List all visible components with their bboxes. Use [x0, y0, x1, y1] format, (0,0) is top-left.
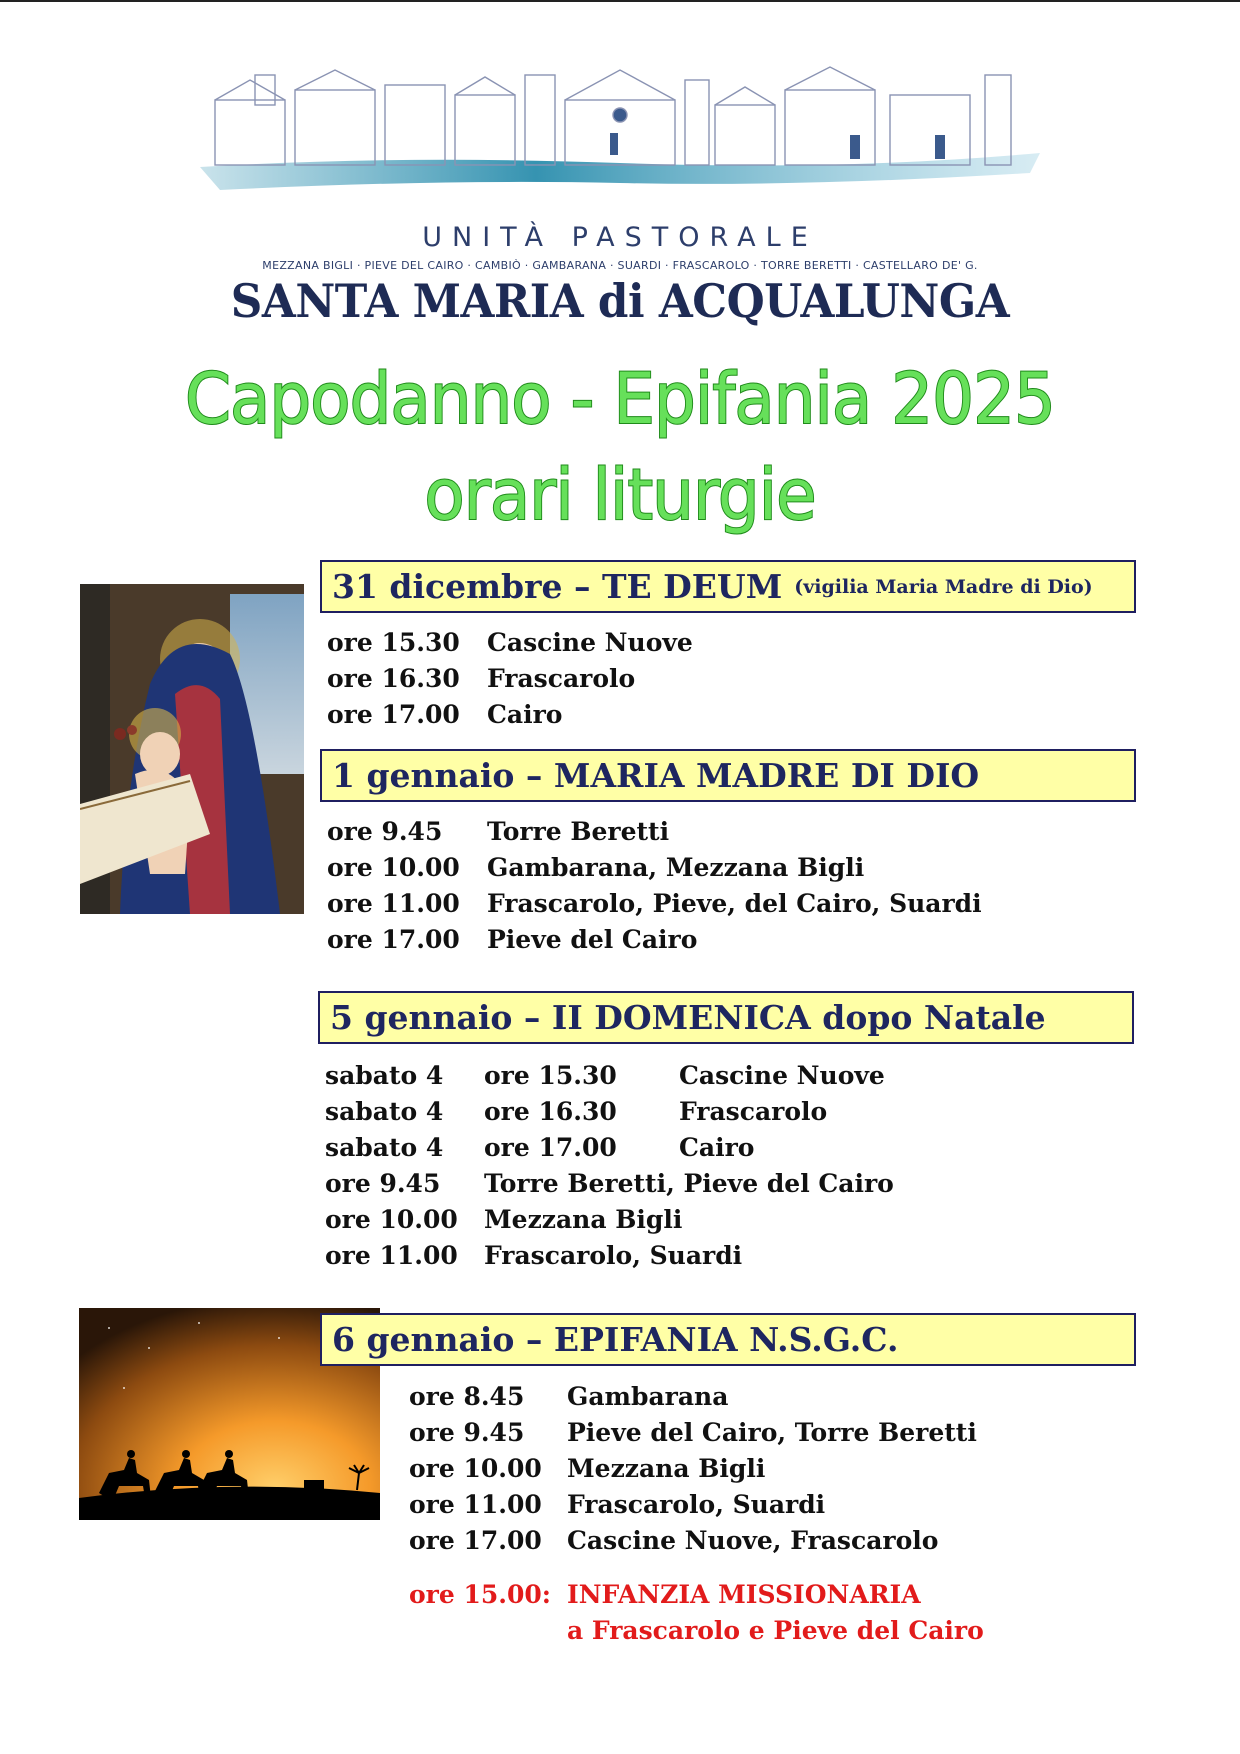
headline-line2: orari liturgie — [424, 454, 816, 536]
schedule-row: ore 9.45 Torre Beretti, Pieve del Cairo — [325, 1169, 894, 1198]
note-infanzia-missionaria — [409, 1577, 1109, 1613]
schedule-row: ore 11.00 Frascarolo, Suardi — [409, 1490, 826, 1519]
note-time: ore 15.00: — [409, 1580, 551, 1609]
section-title: 6 gennaio – EPIFANIA N.S.G.C. — [332, 1320, 899, 1359]
schedule-row: ore 11.00 Frascarolo, Suardi — [325, 1241, 743, 1270]
section-box-1-gennaio — [320, 749, 1136, 802]
note-place: a Frascarolo e Pieve del Cairo — [567, 1616, 984, 1645]
schedule-row: sabato 4 ore 15.30 Cascine Nuove — [325, 1061, 885, 1090]
section-box-31-dicembre — [320, 560, 1136, 613]
logo-villages: MEZZANA BIGLI · PIEVE DEL CAIRO · CAMBIÒ · GAMBARANA · SUARDI · FRASCAROLO · TORRE BERETTI · CASTELLARO DE' G. — [262, 259, 978, 272]
schedule-row: ore 11.00 Frascarolo, Pieve, del Cairo, Suardi — [327, 889, 982, 918]
logo-unita-pastorale: UNITÀ PASTORALE — [422, 222, 818, 253]
churches-skyline-logo — [200, 55, 1040, 215]
section-subtitle: (vigilia Maria Madre di Dio) — [794, 575, 1093, 598]
schedule-row: ore 16.30 Frascarolo — [327, 664, 636, 693]
top-border — [0, 0, 1240, 2]
section-title: 5 gennaio – II DOMENICA dopo Natale — [330, 998, 1046, 1037]
schedule-row: ore 17.00 Cairo — [327, 700, 563, 729]
headline-line1: Capodanno - Epifania 2025 — [185, 358, 1055, 440]
schedule-row: ore 10.00 Mezzana Bigli — [409, 1454, 766, 1483]
schedule-row: sabato 4 ore 17.00 Cairo — [325, 1133, 755, 1162]
section-box-6-gennaio — [320, 1313, 1136, 1366]
note-title: INFANZIA MISSIONARIA — [567, 1580, 921, 1609]
section-title: 31 dicembre – TE DEUM — [332, 567, 783, 606]
schedule-row: ore 10.00 Gambarana, Mezzana Bigli — [327, 853, 865, 882]
schedule-row: ore 10.00 Mezzana Bigli — [325, 1205, 683, 1234]
schedule-row: ore 15.30 Cascine Nuove — [327, 628, 693, 657]
schedule-row: ore 17.00 Cascine Nuove, Frascarolo — [409, 1526, 939, 1555]
schedule-row: ore 9.45 Pieve del Cairo, Torre Beretti — [409, 1418, 977, 1447]
schedule-row: ore 8.45 Gambarana — [409, 1382, 729, 1411]
section-box-5-gennaio — [318, 991, 1134, 1044]
section-title: 1 gennaio – MARIA MADRE DI DIO — [332, 756, 980, 795]
schedule-row: ore 17.00 Pieve del Cairo — [327, 925, 698, 954]
schedule-row: ore 9.45 Torre Beretti — [327, 817, 670, 846]
schedule-row: sabato 4 ore 16.30 Frascarolo — [325, 1097, 828, 1126]
madonna-painting-icon — [80, 584, 304, 914]
logo-parish-name: SANTA MARIA di ACQUALUNGA — [230, 274, 1010, 328]
